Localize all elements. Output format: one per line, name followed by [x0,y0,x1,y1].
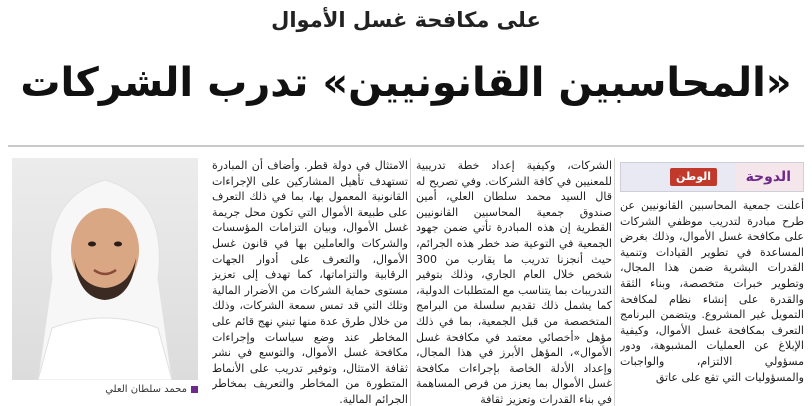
dateline-bar [620,162,804,192]
article-column-1 [620,198,804,406]
newspaper-logo: الوطن [670,168,717,186]
photo-caption [12,384,198,395]
headline-divider [8,145,804,147]
article-column-2 [416,158,612,406]
article-kicker: على مكافحة غسل الأموال [271,8,541,32]
portrait-illustration [12,158,198,380]
column-1-text: أعلنت جمعية المحاسبين القانونيين عن طرح مبادرة لتدريب موظفي الشركات على مكافحة غسل الأموال، وذلك بغرض المساعدة في تطوير القيادات وتنمية القدرات البشرية ضمن هذا المجال، وتطوير خبرات متخصصة، وبناء الثقة والقدرة على إنشاء نظام لمكافحة التمويل غير المشروع. ويتضمن البرنامج التعرف بمكافحة غسل الأموال، وكيفية الإبلاغ عن العمليات المشبوهة، ودور مسؤولي الالتزام، والواجبات والمسؤوليات التي تقع على عاتق [620,199,804,384]
column-2-text: الشركات، وكيفية إعداد خطة تدريبية للمعنيين في كافة الشركات. وفي تصريح له قال السيد محمد سلطان العلي، أمين صندوق جمعية المحاسبين القانونيين القطرية إن هذه المبادرة تأتي ضمن جهود الجمعية في التوعية ضد خطر هذه الجرائم، حيث أنجزنا تدريب ما يقارب من 300 شخص خلال العام الجاري، وذلك بتوفير التدريبات بما يتناسب مع المتطلبات الدولية، كما يشمل ذلك تقديم سلسلة من البرامج المتخصصة من قبل الجمعية، بما في ذلك مؤهل «أخصائي معتمد في مكافحة غسل الأموال»، المؤهل الأبرز في هذا المجال، وإعداد الأدلة الخاصة بإجراءات مكافحة غسل الأموال بما يعزز من فرص المساهمة في بناء القدرات وتعزيز ثقافة [416,159,612,406]
article-column-3 [212,158,408,406]
portrait-photo-icon [12,158,198,380]
column-separator [410,158,411,406]
photo-caption-text: محمد سلطان العلي [105,384,187,395]
article-headline: «المحاسبين القانونيين» تدرب الشركات [20,60,792,106]
column-3-text: الامتثال في دولة قطر. وأضاف أن المبادرة تستهدف تأهيل المشاركين على الإجراءات القانونية المعمول بها، بما في ذلك التعرف على طبيعة الأموال التي تكون محل جريمة غسل الأموال، وبيان التزامات المؤسسات والشركات والعاملين بها في قانون غسل الأموال، والتعرف على أدوار الجهات الرقابية والتزاماتها، كما تهدف إلى تعزيز مستوى حماية الشركات من الأضرار المالية وتلك التي قد تمس سمعة الشركات، وذلك من خلال طرق عدة منها تبني نهج قائم على المخاطر عند وضع سياسات وإجراءات مكافحة غسل الأموال، والتوسع في نشر ثقافة الامتثال، وتوفير تدريب على الأنماط المتطورة من المخاطر والتعريف بمخاطر الجرائم المالية. [212,159,408,406]
caption-marker-icon [191,386,198,393]
column-separator [614,158,615,406]
dateline-city: الدوحة [736,163,803,191]
